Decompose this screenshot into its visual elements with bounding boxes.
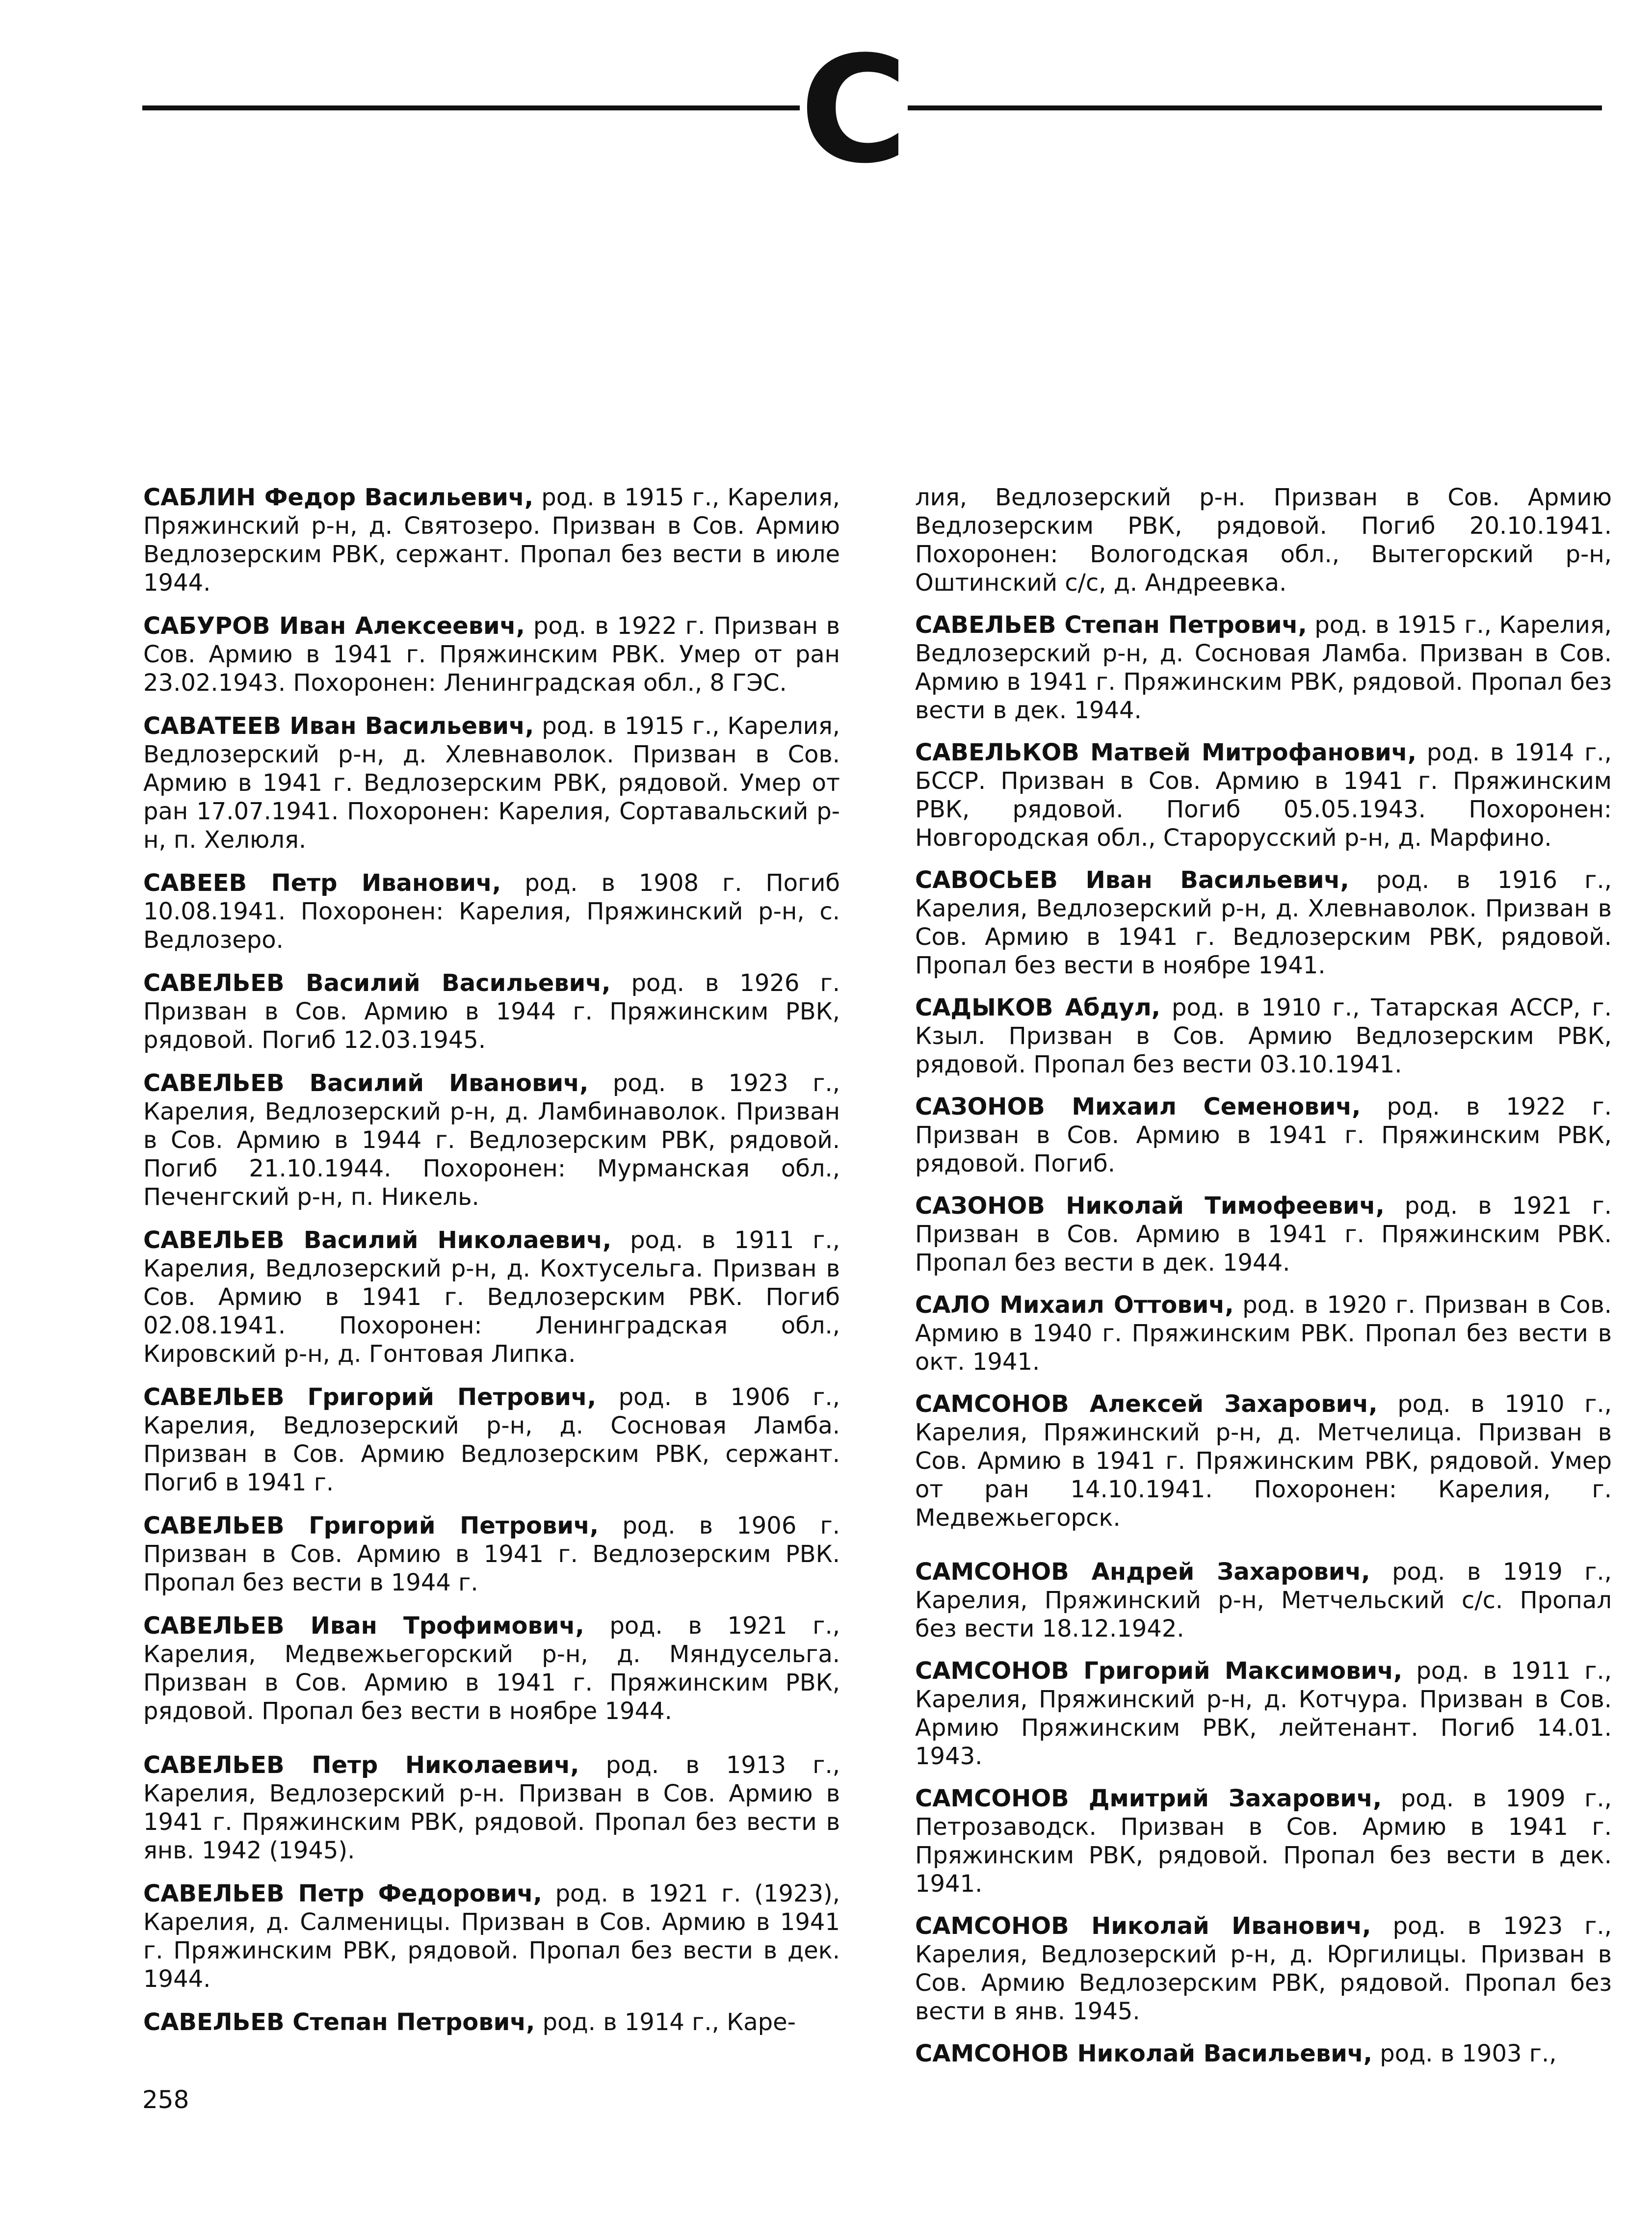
entry-name: САВЕЛЬЕВ Степан Петрович, <box>143 2008 535 2036</box>
left-column <box>143 483 840 2051</box>
section-header <box>0 25 1652 196</box>
page-number: 258 <box>142 2086 189 2114</box>
biography-entry <box>915 2039 1612 2068</box>
entry-text: род. в 1911 г., Карелия, Ведлозерский р-н, д. Кохтусельга. Призван в Сов. Армию в 1941 г. Ведлозерским РВК. Погиб 02.08.1941. Похоронен: Ленинградская обл., Кировский р-н, д. Гонтовая Липка. <box>143 1226 840 1368</box>
entry-name: САБУРОВ Иван Алексеевич, <box>143 612 525 640</box>
entry-name: САМСОНОВ Николай Васильевич, <box>915 2040 1373 2067</box>
entry-name: САВЕЛЬЕВ Григорий Петрович, <box>143 1383 597 1411</box>
biography-entry <box>143 1383 840 1497</box>
biography-entry <box>915 1291 1612 1376</box>
biography-entry <box>915 738 1612 852</box>
biography-entry <box>143 712 840 854</box>
entry-name: САВЕЛЬЕВ Петр Николаевич, <box>143 1751 579 1779</box>
entry-name: САЛО Михаил Оттович, <box>915 1291 1234 1319</box>
biography-entry <box>915 1192 1612 1277</box>
entry-text: род. в 1920 г. Призван в Сов. Армию в 1940 г. Пряжинским РВК. Пропал без вести в окт. 1941. <box>915 1291 1612 1376</box>
biography-entry <box>143 1751 840 1865</box>
entry-text: род. в 1921 г. Призван в Сов. Армию в 1941 г. Пряжинским РВК. Пропал без вести в дек. 1944. <box>915 1192 1612 1277</box>
entry-name: САМСОНОВ Николай Иванович, <box>915 1912 1371 1940</box>
biography-entry <box>143 612 840 697</box>
entry-text: род. в 1914 г., Каре- <box>535 2008 796 2036</box>
entry-text: род. в 1922 г. Призван в Сов. Армию в 1941 г. Пряжинским РВК, рядовой. Погиб. <box>915 1093 1612 1177</box>
entry-name: САВЕЛЬЕВ Василий Николаевич, <box>143 1226 612 1254</box>
biography-entry <box>915 483 1612 597</box>
entry-name: САЗОНОВ Михаил Семенович, <box>915 1093 1361 1121</box>
entry-text: род. в 1923 г., Карелия, Ведлозерский р-н, д. Ламбинаволок. Призван в Сов. Армию в 1944 г. Ведлозерским РВК, рядовой. Погиб 21.10.1944. Похоронен: Мурманская обл., Печенгский р-н, п. Никель. <box>143 1069 840 1211</box>
entry-name: САВЕЛЬЕВ Григорий Петрович, <box>143 1512 599 1539</box>
entry-text: род. в 1908 г. Погиб 10.08.1941. Похоронен: Карелия, Пряжинский р-н, с. Ведлозеро. <box>143 869 840 954</box>
biography-entry <box>143 483 840 597</box>
biography-entry <box>915 1558 1612 1643</box>
biography-entry <box>915 866 1612 980</box>
entry-text: род. в 1909 г., Петрозаводск. Призван в Сов. Армию в 1941 г. Пряжинским РВК, рядовой. Пропал без вести в дек. 1941. <box>915 1785 1612 1898</box>
entry-name: САВЕЛЬЕВ Степан Петрович, <box>915 611 1307 639</box>
entry-text: род. в 1914 г., БССР. Призван в Сов. Армию в 1941 г. Пряжинским РВК, рядовой. Погиб 05.05.1943. Похоронен: Новгородская обл., Старорусский р-н, д. Марфино. <box>915 739 1612 852</box>
header-rule-left <box>142 105 800 110</box>
entry-text: лия, Ведлозерский р-н. Призван в Сов. Армию Ведлозерским РВК, рядовой. Погиб 20.10.1941. Похоронен: Вологодская обл., Вытегорский р-н, Оштинский с/с, д. Андреевка. <box>915 484 1612 597</box>
entry-text: род. в 1910 г., Карелия, Пряжинский р-н, д. Метчелица. Призван в Сов. Армию в 1941 г. Пряжинским РВК, рядовой. Умер от ран 14.10.1941. Похоронен: Карелия, г. Медвежьегорск. <box>915 1390 1612 1532</box>
entry-text: род. в 1926 г. Призван в Сов. Армию в 1944 г. Пряжинским РВК, рядовой. Погиб 12.03.1945. <box>143 969 840 1054</box>
entry-text: род. в 1915 г., Карелия, Ведлозерский р-н, д. Сосновая Ламба. Призван в Сов. Армию в 1941 г. Пряжинским РВК, рядовой. Пропал без вести в дек. 1944. <box>915 611 1612 724</box>
section-letter: С <box>800 25 908 196</box>
biography-entry <box>143 969 840 1054</box>
biography-entry <box>915 1657 1612 1771</box>
entry-text: род. в 1922 г. Призван в Сов. Армию в 1941 г. Пряжинским РВК. Умер от ран 23.02.1943. Похоронен: Ленинградская обл., 8 ГЭС. <box>143 612 840 697</box>
entry-name: САДЫКОВ Абдул, <box>915 994 1161 1021</box>
biography-entry <box>915 1390 1612 1532</box>
entry-text: род. в 1915 г., Карелия, Ведлозерский р-н, д. Хлевнаволок. Призван в Сов. Армию в 1941 г. Ведлозерским РВК, рядовой. Умер от ран 17.07.1941. Похоронен: Карелия, Сортавальский р-н, п. Хелюля. <box>143 712 840 854</box>
entry-text: род. в 1913 г., Карелия, Ведлозерский р-н. Призван в Сов. Армию в 1941 г. Пряжинским РВК, рядовой. Пропал без вести в янв. 1942 (1945). <box>143 1751 840 1864</box>
entry-text: род. в 1906 г. Призван в Сов. Армию в 1941 г. Ведлозерским РВК. Пропал без вести в 1944 г. <box>143 1512 840 1596</box>
entry-name: САВАТЕЕВ Иван Васильевич, <box>143 712 534 740</box>
entry-name: САМСОНОВ Алексей Захарович, <box>915 1390 1378 1418</box>
entry-text: род. в 1911 г., Карелия, Пряжинский р-н, д. Котчура. Призван в Сов. Армию Пряжинским РВК, лейтенант. Погиб 14.01. 1943. <box>915 1657 1612 1770</box>
header-rule-right <box>908 105 1602 110</box>
biography-entry <box>143 1612 840 1725</box>
biography-entry <box>915 611 1612 725</box>
biography-entry <box>143 1879 840 1993</box>
biography-entry <box>915 1093 1612 1178</box>
entry-name: САМСОНОВ Григорий Максимович, <box>915 1657 1403 1685</box>
biography-entry <box>915 1912 1612 2026</box>
entry-text: род. в 1919 г., Карелия, Пряжинский р-н, Метчельский с/с. Пропал без вести 18.12.1942. <box>915 1558 1612 1643</box>
entry-name: САВЕЕВ Петр Иванович, <box>143 869 501 897</box>
biography-entry <box>143 1069 840 1211</box>
entry-text: род. в 1916 г., Карелия, Ведлозерский р-н, д. Хлевнаволок. Призван в Сов. Армию в 1941 г. Ведлозерским РВК, рядовой. Пропал без вести в ноябре 1941. <box>915 866 1612 979</box>
entry-text: род. в 1915 г., Карелия, Пряжинский р-н, д. Святозеро. Призван в Сов. Армию Ведлозерским РВК, сержант. Пропал без вести в июле 1944. <box>143 484 840 597</box>
biography-entry <box>915 993 1612 1079</box>
entry-name: САВОСЬЕВ Иван Васильевич, <box>915 866 1349 894</box>
biography-entry <box>143 1512 840 1597</box>
biography-entry <box>143 1226 840 1368</box>
biography-entry <box>915 1784 1612 1898</box>
entry-text: род. в 1921 г., Карелия, Медвежьегорский р-н, д. Мяндусельга. Призван в Сов. Армию в 1941 г. Пряжинским РВК, рядовой. Пропал без вести в ноябре 1944. <box>143 1612 840 1725</box>
entry-text: род. в 1923 г., Карелия, Ведлозерский р-н, д. Юргилицы. Призван в Сов. Армию Ведлозерским РВК, рядовой. Пропал без вести в янв. 1945. <box>915 1912 1612 2025</box>
entry-name: САЗОНОВ Николай Тимофеевич, <box>915 1192 1385 1220</box>
entry-name: САВЕЛЬЕВ Петр Федорович, <box>143 1880 542 1907</box>
entry-text: род. в 1903 г., <box>1372 2040 1557 2067</box>
biography-entry <box>143 869 840 954</box>
entry-name: САВЕЛЬЕВ Василий Иванович, <box>143 1069 589 1097</box>
entry-name: САБЛИН Федор Васильевич, <box>143 484 534 511</box>
entry-text: род. в 1906 г., Карелия, Ведлозерский р-н, д. Сосновая Ламба. Призван в Сов. Армию Ведлозерским РВК, сержант. Погиб в 1941 г. <box>143 1383 840 1496</box>
entry-name: САМСОНОВ Андрей Захарович, <box>915 1558 1370 1586</box>
entry-name: САМСОНОВ Дмитрий Захарович, <box>915 1785 1382 1812</box>
entry-name: САВЕЛЬКОВ Матвей Митрофанович, <box>915 739 1416 766</box>
entry-text: род. в 1910 г., Татарская АССР, г. Кзыл. Призван в Сов. Армию Ведлозерским РВК, рядовой. Пропал без вести 03.10.1941. <box>915 994 1612 1078</box>
right-column <box>915 483 1612 2082</box>
entry-name: САВЕЛЬЕВ Иван Трофимович, <box>143 1612 584 1640</box>
entry-text: род. в 1921 г. (1923), Карелия, д. Салменицы. Призван в Сов. Армию в 1941 г. Пряжинским РВК, рядовой. Пропал без вести в дек. 1944. <box>143 1880 840 1993</box>
biography-entry <box>143 2008 840 2036</box>
entry-name: САВЕЛЬЕВ Василий Васильевич, <box>143 969 611 997</box>
